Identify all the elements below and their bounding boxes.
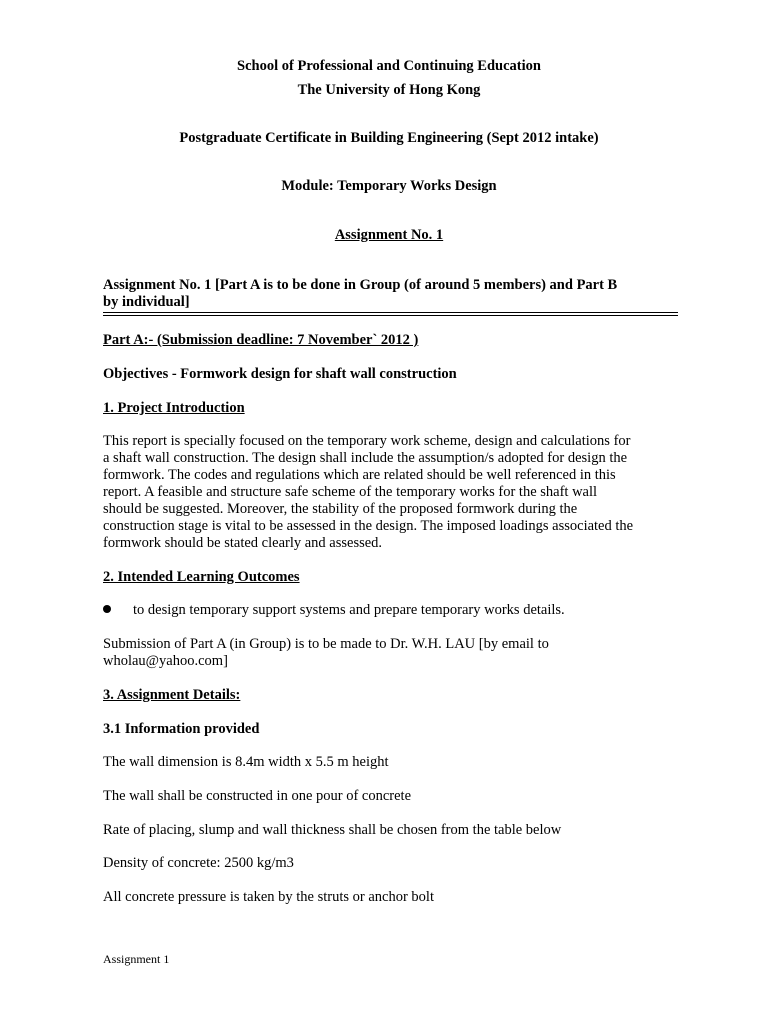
university-name: The University of Hong Kong xyxy=(297,82,481,98)
part-a-heading: Part A:- (Submission deadline: 7 November` 2012 ) xyxy=(103,332,419,348)
submission-line1: Submission of Part A (in Group) is to be made to Dr. W.H. LAU [by email to xyxy=(103,636,549,652)
section1-heading: 1. Project Introduction xyxy=(103,400,245,416)
info-item: Density of concrete: 2500 kg/m3 xyxy=(103,855,294,871)
section1-line: should be suggested. Moreover, the stability of the proposed formwork during the xyxy=(103,501,578,517)
section3-subheading: 3.1 Information provided xyxy=(103,721,260,737)
section3-heading: 3. Assignment Details: xyxy=(103,687,241,703)
page-footer: Assignment 1 xyxy=(103,952,170,966)
section1-line: report. A feasible and structure safe scheme of the temporary works for the shaft wall xyxy=(103,484,598,500)
assignment-intro-line2: by individual] xyxy=(103,294,190,310)
info-item: The wall shall be constructed in one pour of concrete xyxy=(103,788,412,804)
info-item: Rate of placing, slump and wall thickness shall be chosen from the table below xyxy=(103,822,562,838)
assignment-intro-line1: Assignment No. 1 [Part A is to be done in Group (of around 5 members) and Part B xyxy=(103,277,618,293)
school-name: School of Professional and Continuing Education xyxy=(237,58,541,74)
double-rule-top xyxy=(103,312,678,313)
learning-outcome-item: to design temporary support systems and prepare temporary works details. xyxy=(133,602,565,618)
section1-line: formwork should be stated clearly and assessed. xyxy=(103,535,383,551)
assignment-title: Assignment No. 1 xyxy=(334,227,444,243)
section2-heading: 2. Intended Learning Outcomes xyxy=(103,569,300,585)
section1-line: a shaft wall construction. The design shall include the assumption/s adopted for design the xyxy=(103,450,628,466)
info-item: All concrete pressure is taken by the struts or anchor bolt xyxy=(103,889,434,905)
submission-line2: wholau@yahoo.com] xyxy=(103,653,228,669)
info-item: The wall dimension is 8.4m width x 5.5 m height xyxy=(103,754,389,770)
double-rule-bottom xyxy=(103,315,678,316)
section1-line: This report is specially focused on the temporary work scheme, design and calculations for xyxy=(103,433,631,449)
objectives-line: Objectives - Formwork design for shaft wall construction xyxy=(103,366,457,382)
bullet-icon xyxy=(103,605,111,613)
section1-line: construction stage is vital to be assessed in the design. The imposed loadings associated the xyxy=(103,518,634,534)
module-title: Module: Temporary Works Design xyxy=(281,178,497,194)
section1-line: formwork. The codes and regulations which are related should be well referenced in this xyxy=(103,467,616,483)
programme-title: Postgraduate Certificate in Building Engineering (Sept 2012 intake) xyxy=(179,130,599,146)
